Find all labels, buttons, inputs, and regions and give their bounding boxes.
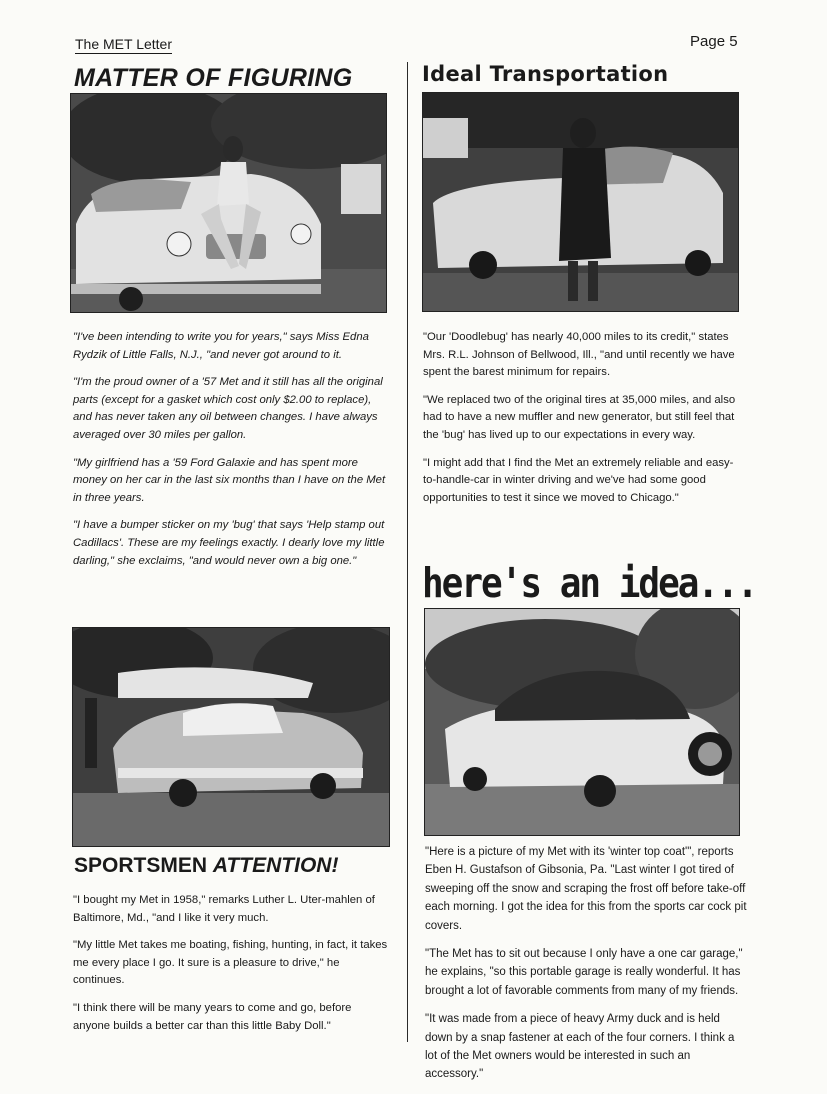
sports-headline-b: ATTENTION! <box>212 854 339 877</box>
page-number: Page 5 <box>690 33 738 50</box>
column-divider <box>407 62 408 1042</box>
matter-paragraph: "I have a bumper sticker on my 'bug' that says 'Help stamp out Cadillacs'. These are my feelings exactly. I dearly love my little darling," she exclaims, "and would never own a big one." <box>73 519 385 567</box>
ideal-headline: Ideal Transportation <box>422 62 669 86</box>
idea-paragraph: "Here is a picture of my Met with its 'winter top coat'", reports Eben H. Gustafson of Gibsonia, Pa. "Last winter I got tired of sweeping off the snow and scraping the frost off before take-off each morning. I got the idea for this from the sports car cock pit covers. <box>425 846 747 932</box>
ideal-paragraph: "We replaced two of the original tires at 35,000 miles, and also had to have a new muffler and new generator, but still feel that the 'bug' has lived up to our expectations in every way. <box>423 393 736 441</box>
sports-headline-a: SPORTSMEN <box>74 854 208 877</box>
idea-headline: here's an idea... <box>422 560 757 608</box>
idea-paragraph: "It was made from a piece of heavy Army duck and is held down by a snap fastener at each of the four corners. I think a lot of the Met owners would be interested in such an accessory." <box>425 1013 735 1081</box>
matter-paragraph: "My girlfriend has a '59 Ford Galaxie and has spent more money on her car in the last six months than I have on the Met in three years. <box>73 456 386 504</box>
publication-title: The MET Letter <box>75 36 173 52</box>
matter-article <box>73 329 388 580</box>
matter-paragraph: "I'm the proud owner of a '57 Met and it still has all the original parts (except for a gasket which cost only $2.00 to replace), and has never taken any oil between changes. I have always averaged over 30 miles per gallon. <box>73 376 383 441</box>
sports-paragraph: "I think there will be many years to come and go, before anyone builds a better car than this little Baby Doll." <box>73 1001 352 1032</box>
matter-headline: MATTER OF FIGURING <box>74 64 353 92</box>
ideal-photo <box>422 92 739 312</box>
sports-paragraph: "I bought my Met in 1958," remarks Luther L. Uter-mahlen of Baltimore, Md., "and I like it very much. <box>73 894 375 924</box>
idea-photo <box>424 608 740 836</box>
sports-headline <box>74 854 338 878</box>
sports-article <box>73 892 391 1045</box>
ideal-article <box>423 329 740 517</box>
ideal-paragraph: "I might add that I find the Met an extremely reliable and easy-to-handle-car in winter driving and we've had some good opportunities to test it since we moved to Chicago." <box>423 456 734 504</box>
ideal-paragraph: "Our 'Doodlebug' has nearly 40,000 miles to its credit," states Mrs. R.L. Johnson of Bellwood, Ill., "and until recently we have spent the barest minimum for repairs. <box>423 331 735 379</box>
matter-photo <box>70 93 387 313</box>
matter-paragraph: "I've been intending to write you for years," says Miss Edna Rydzik of Little Falls, N.J., "and never got around to it. <box>73 331 369 361</box>
sports-paragraph: "My little Met takes me boating, fishing, hunting, in fact, it takes me every place I go. It sure is a pleasure to drive," he continues. <box>73 939 388 987</box>
idea-article <box>425 843 748 1094</box>
sports-photo <box>72 627 390 847</box>
idea-paragraph: "The Met has to sit out because I only have a one car garage," he explains, "so this portable garage is really wonderful. It has brought a lot of favorable comments from many of my friends. <box>425 948 743 997</box>
